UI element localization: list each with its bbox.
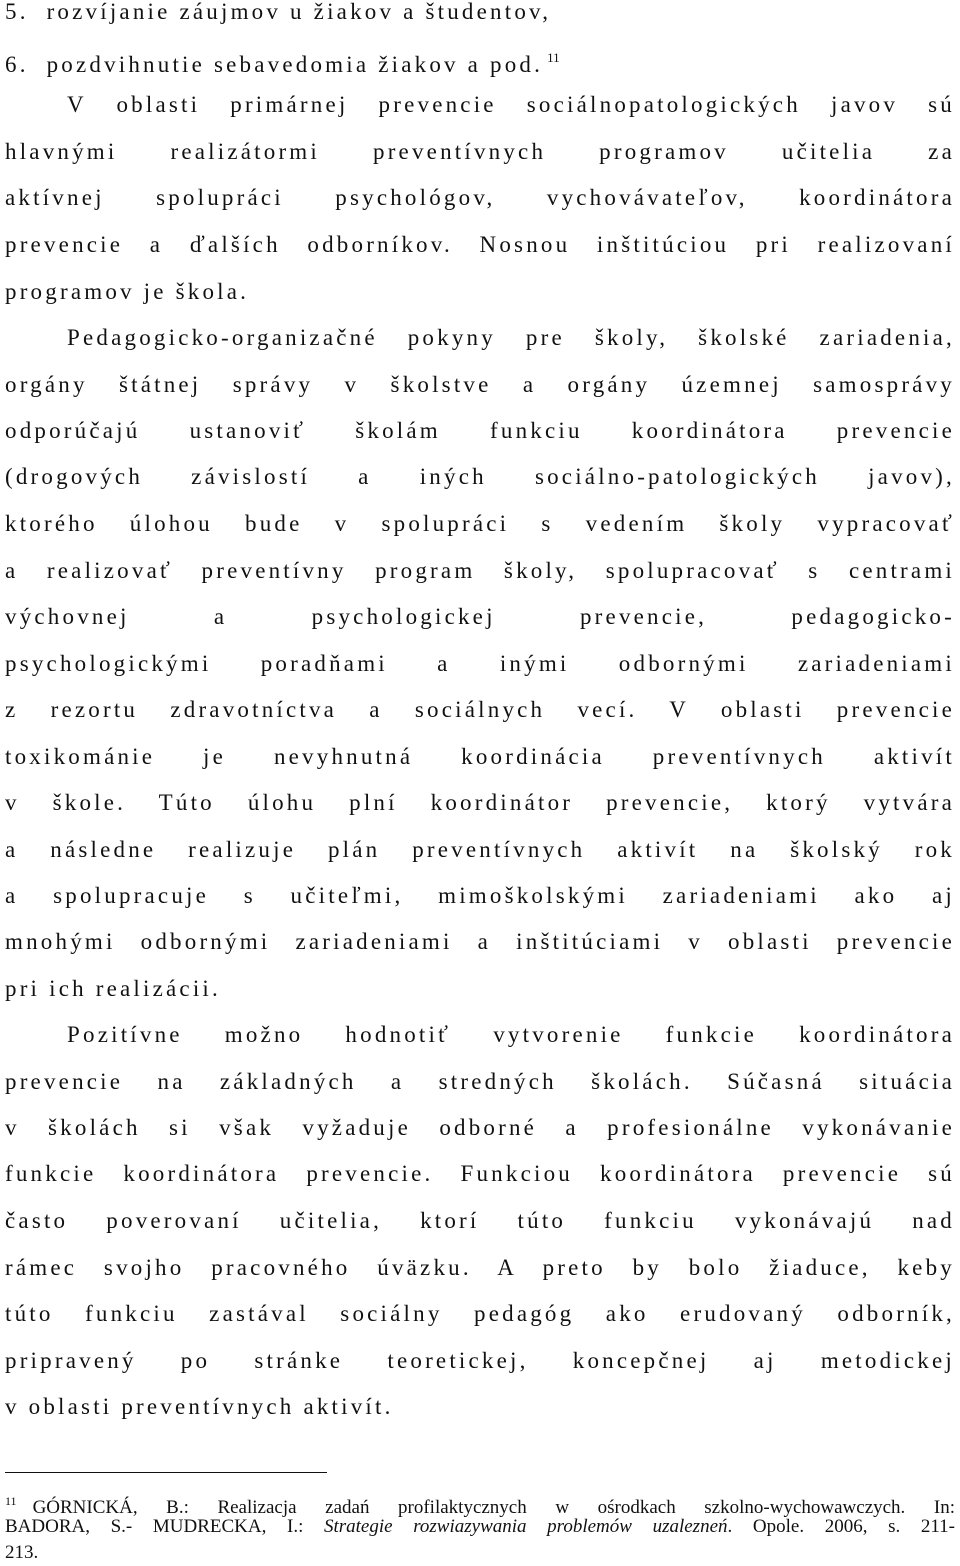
list-item: [5, 0, 955, 26]
paragraph-line: programov je škola.: [5, 279, 250, 304]
paragraph-line: v škole. Túto úlohu plní koordinátor prevencie, ktorý vytvára: [5, 790, 955, 815]
paragraph-line: z rezortu zdravotníctva a sociálnych vecí. V oblasti prevencie: [5, 697, 955, 722]
list-item: [5, 44, 955, 79]
paragraph-line: a následne realizuje plán preventívnych aktivít na školský rok: [5, 837, 955, 862]
footnote-authors: BADORA, S.- MUDRECKA, I.:: [5, 1516, 324, 1537]
paragraph-line: rámec svojho pracovného úväzku. A preto by bolo žiaduce, keby: [5, 1255, 955, 1280]
paragraph-line: funkcie koordinátora prevencie. Funkciou koordinátora prevencie sú: [5, 1161, 955, 1186]
footnote-publication: . Opole. 2006, s. 211-: [727, 1516, 955, 1537]
list-text: pozdvihnutie sebavedomia žiakov a pod.: [46, 52, 544, 77]
paragraph-line: Pozitívne možno hodnotiť vytvorenie funkcie koordinátora: [67, 1022, 955, 1047]
paragraph-line: v oblasti preventívnych aktivít.: [5, 1394, 394, 1419]
paragraph-line: psychologickými poradňami a inými odbornými zariadeniami: [5, 651, 955, 676]
footnote-line: 213.: [5, 1542, 39, 1563]
paragraph-line: často poverovaní učitelia, ktorí túto funkciu vykonávajú nad: [5, 1208, 955, 1233]
paragraph-line: prevencie a ďalších odborníkov. Nosnou inštitúciou pri realizovaní: [5, 232, 955, 257]
paragraph-line: pri ich realizácii.: [5, 976, 221, 1001]
footnote-separator: [5, 1472, 327, 1473]
footnote-book-title: Strategie rozwiazywania problemów uzalezneń: [323, 1516, 728, 1537]
footnote-mark: 11: [5, 1494, 17, 1508]
list-number: 5.: [5, 0, 29, 24]
paragraph-line: pripravený po stránke teoretickej, koncepčnej aj metodickej: [5, 1348, 955, 1373]
footnote-reference: 11: [547, 50, 560, 65]
footnote-text: GÓRNICKÁ, B.: Realizacja zadań profilaktycznych w ośrodkach szkolno-wychowawczych. In:: [32, 1497, 955, 1518]
paragraph-line: V oblasti primárnej prevencie sociálnopatologických javov sú: [67, 92, 955, 117]
paragraph-line: a spolupracuje s učiteľmi, mimoškolskými zariadeniami ako aj: [5, 883, 955, 908]
paragraph-line: toxikománie je nevyhnutná koordinácia preventívnych aktivít: [5, 744, 955, 769]
list-number: 6.: [5, 52, 29, 77]
paragraph-line: výchovnej a psychologickej prevencie, pedagogicko-: [5, 604, 955, 629]
paragraph-line: ktorého úlohou bude v spolupráci s vedením školy vypracovať: [5, 511, 955, 536]
paragraph-line: túto funkciu zastával sociálny pedagóg ako erudovaný odborník,: [5, 1301, 955, 1326]
paragraph-line: odporúčajú ustanoviť školám funkciu koordinátora prevencie: [5, 418, 955, 443]
paragraph-line: orgány štátnej správy v školstve a orgány územnej samosprávy: [5, 372, 955, 397]
paragraph-line: Pedagogicko-organizačné pokyny pre školy, školské zariadenia,: [67, 325, 955, 350]
paragraph-line: hlavnými realizátormi preventívnych programov učitelia za: [5, 139, 955, 164]
paragraph-line: a realizovať preventívny program školy, spolupracovať s centrami: [5, 558, 955, 583]
paragraph-line: prevencie na základných a stredných školách. Súčasná situácia: [5, 1069, 955, 1094]
paragraph-line: mnohými odbornými zariadeniami a inštitúciami v oblasti prevencie: [5, 929, 955, 954]
list-text: rozvíjanie záujmov u žiakov a študentov,: [46, 0, 552, 24]
footnote-line: [5, 1514, 955, 1540]
paragraph-line: (drogových závislostí a iných sociálno-patologických javov),: [5, 464, 955, 489]
paragraph-line: aktívnej spolupráci psychológov, vychovávateľov, koordinátora: [5, 185, 955, 210]
paragraph-line: v školách si však vyžaduje odborné a profesionálne vykonávanie: [5, 1115, 955, 1140]
